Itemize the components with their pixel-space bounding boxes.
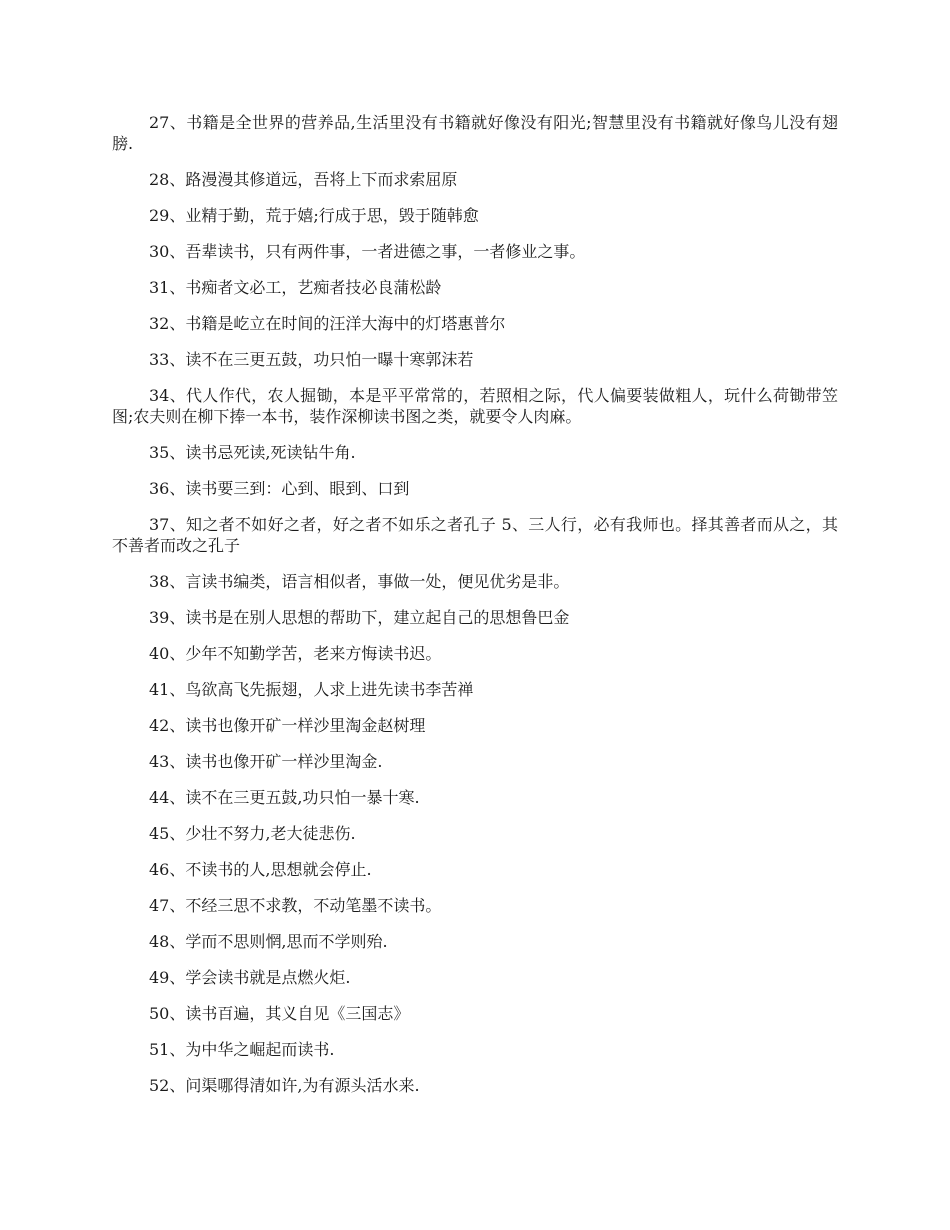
quote-52: 52、问渠哪得清如许,为有源头活水来. bbox=[149, 1076, 420, 1095]
quote-30: 30、吾辈读书，只有两件事，一者进德之事，一者修业之事。 bbox=[149, 242, 586, 261]
quote-47: 47、不经三思不求教，不动笔墨不读书。 bbox=[149, 896, 442, 915]
quote-38: 38、言读书编类，语言相似者，事做一处，便见优劣是非。 bbox=[149, 572, 570, 591]
quote-31: 31、书痴者文必工，艺痴者技必良蒲松龄 bbox=[149, 278, 442, 297]
quote-51: 51、为中华之崛起而读书. bbox=[149, 1040, 335, 1059]
quote-34: 34、代人作代，农人掘锄，本是平平常常的，若照相之际，代人偏要装做粗人，玩什么荷锄带笠图;农夫则在柳下捧一本书，装作深柳读书图之类，就要令人肉麻。 bbox=[112, 386, 838, 426]
quote-32: 32、书籍是屹立在时间的汪洋大海中的灯塔惠普尔 bbox=[149, 314, 506, 333]
quote-27: 27、书籍是全世界的营养品,生活里没有书籍就好像没有阳光;智慧里没有书籍就好像鸟儿没有翅膀. bbox=[112, 113, 838, 153]
quote-33: 33、读不在三更五鼓，功只怕一曝十寒郭沫若 bbox=[149, 350, 474, 369]
quote-39: 39、读书是在别人思想的帮助下，建立起自己的思想鲁巴金 bbox=[149, 608, 570, 627]
quote-49: 49、学会读书就是点燃火炬. bbox=[149, 968, 351, 987]
quote-40: 40、少年不知勤学苦，老来方悔读书迟。 bbox=[149, 644, 442, 663]
quote-41: 41、鸟欲高飞先振翅，人求上进先读书李苦禅 bbox=[149, 680, 474, 699]
quote-28: 28、路漫漫其修道远，吾将上下而求索屈原 bbox=[149, 170, 458, 189]
quote-36: 36、读书要三到：心到、眼到、口到 bbox=[149, 479, 410, 498]
quote-44: 44、读不在三更五鼓,功只怕一暴十寒. bbox=[149, 788, 420, 807]
quote-42: 42、读书也像开矿一样沙里淘金赵树理 bbox=[149, 716, 426, 735]
quote-35: 35、读书忌死读,死读钻牛角. bbox=[149, 443, 356, 462]
quote-48: 48、学而不思则惘,思而不学则殆. bbox=[149, 932, 388, 951]
quote-45: 45、少壮不努力,老大徒悲伤. bbox=[149, 824, 356, 843]
quote-43: 43、读书也像开矿一样沙里淘金. bbox=[149, 752, 383, 771]
document-page bbox=[112, 112, 838, 1111]
quote-46: 46、不读书的人,思想就会停止. bbox=[149, 860, 372, 879]
quote-29: 29、业精于勤，荒于嬉;行成于思，毁于随韩愈 bbox=[149, 206, 479, 225]
quote-37: 37、知之者不如好之者，好之者不如乐之者孔子 5、三人行，必有我师也。择其善者而从之，其不善者而改之孔子 bbox=[112, 515, 838, 555]
quote-50: 50、读书百遍，其义自见《三国志》 bbox=[149, 1004, 410, 1023]
